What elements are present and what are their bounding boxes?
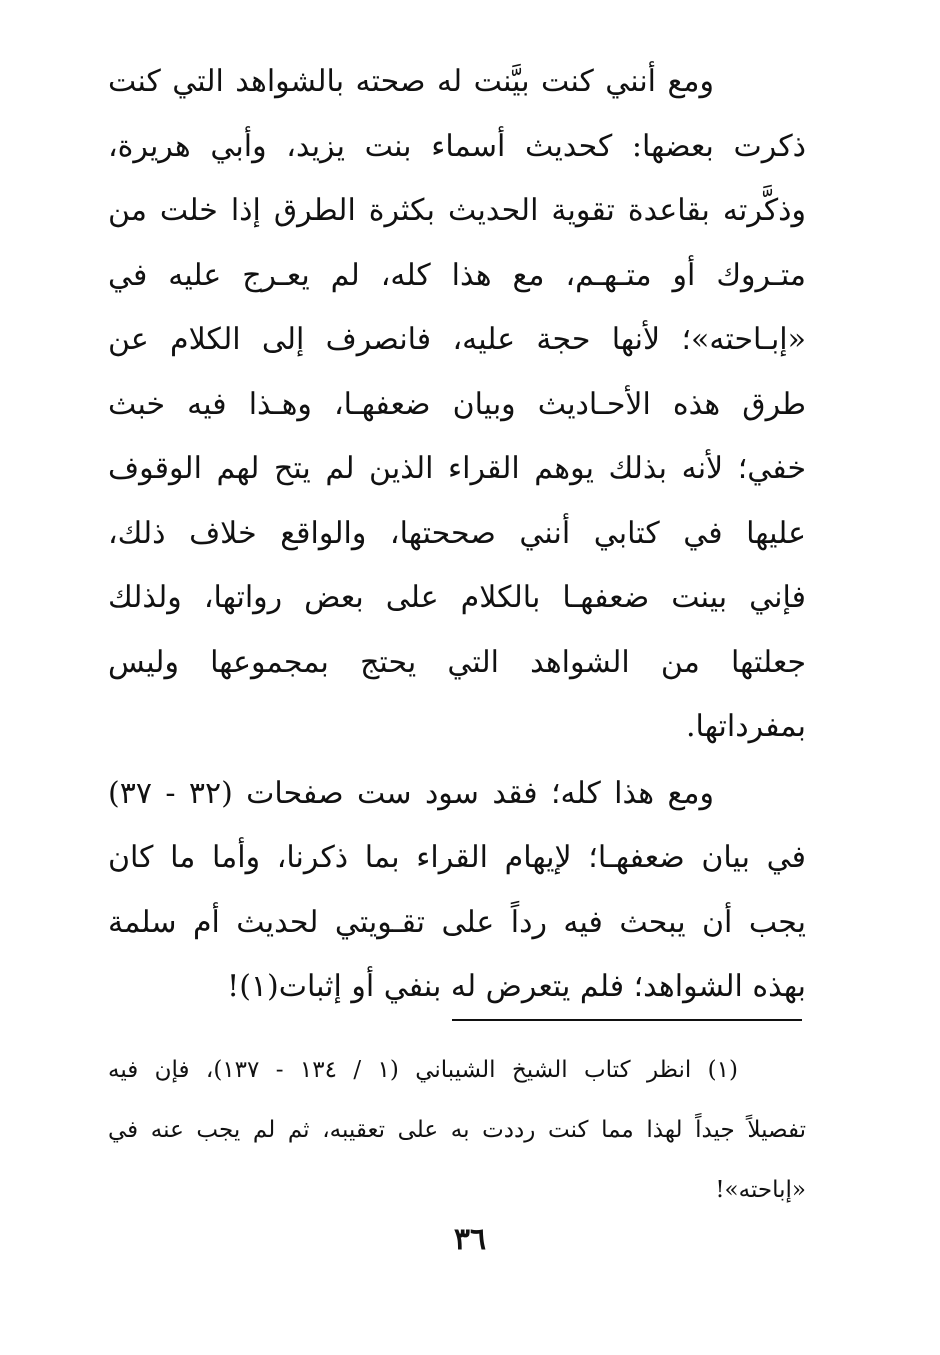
text-line: ومع هذا كله؛ فقد سود ست صفحات (٣٢ - ٣٧) — [108, 775, 714, 811]
footnote-line: تفصيلاً جيداً لهذا مما كنت رددت به على تعقيبه، ثم لم يجب عنه في — [108, 1117, 806, 1143]
text-line: «إبـاحته»؛ لأنها حجة عليه، فانصرف إلى الكلام عن — [108, 322, 806, 357]
footnote — [108, 1040, 806, 1220]
main-text — [108, 50, 806, 1020]
text-line: متـروك أو متـهـم، مع هذا كله، لم يعـرج عليه في — [108, 257, 806, 293]
text-line: عليها في كتابي أنني صححتها، والواقع خلاف ذلك، — [108, 515, 806, 551]
text-line: جعلتها من الشواهد التي يحتج بمجموعها وليس — [108, 644, 806, 680]
text-line: في بيان ضعفهـا؛ لإيهام القراء بما ذكرنا، وأما ما كان — [108, 840, 806, 875]
text-line: ومع أنني كنت بيَّنت له صحته بالشواهد التي كنت — [108, 64, 714, 99]
text-line: بمفرداتها. — [686, 709, 806, 744]
footnote-line: «إباحته»! — [715, 1177, 806, 1203]
text-line: بهذه الشواهد؛ فلم يتعرض له بنفي أو إثبات(١)! — [227, 969, 806, 1004]
text-line: خفي؛ لأنه بذلك يوهم القراء الذين لم يتح لهم الوقوف — [108, 451, 806, 486]
text-line: ذكرت بعضها: كحديث أسماء بنت يزيد، وأبي هريرة، — [108, 128, 806, 164]
paragraph-1 — [108, 50, 806, 760]
text-line: وذكَّرته بقاعدة تقوية الحديث بكثرة الطرق إذا خلت من — [108, 193, 806, 228]
paragraph-2 — [108, 762, 806, 1020]
text-line: طرق هذه الأحـاديث وبيان ضعفهـا، وهـذا فيه خبث — [108, 386, 806, 422]
text-line: يجب أن يبحث فيه رداً على تقـويتي لحديث أم سلمة — [108, 904, 806, 940]
footnote-divider — [452, 1019, 802, 1021]
text-line: فإني بينت ضعفهـا بالكلام على بعض رواتها، ولذلك — [108, 580, 806, 615]
page-number: ٣٦ — [453, 1222, 487, 1257]
footnote-line: (١) انظر كتاب الشيخ الشيباني (١ / ١٣٤ - ١٣٧)، فإن فيه — [108, 1057, 738, 1083]
